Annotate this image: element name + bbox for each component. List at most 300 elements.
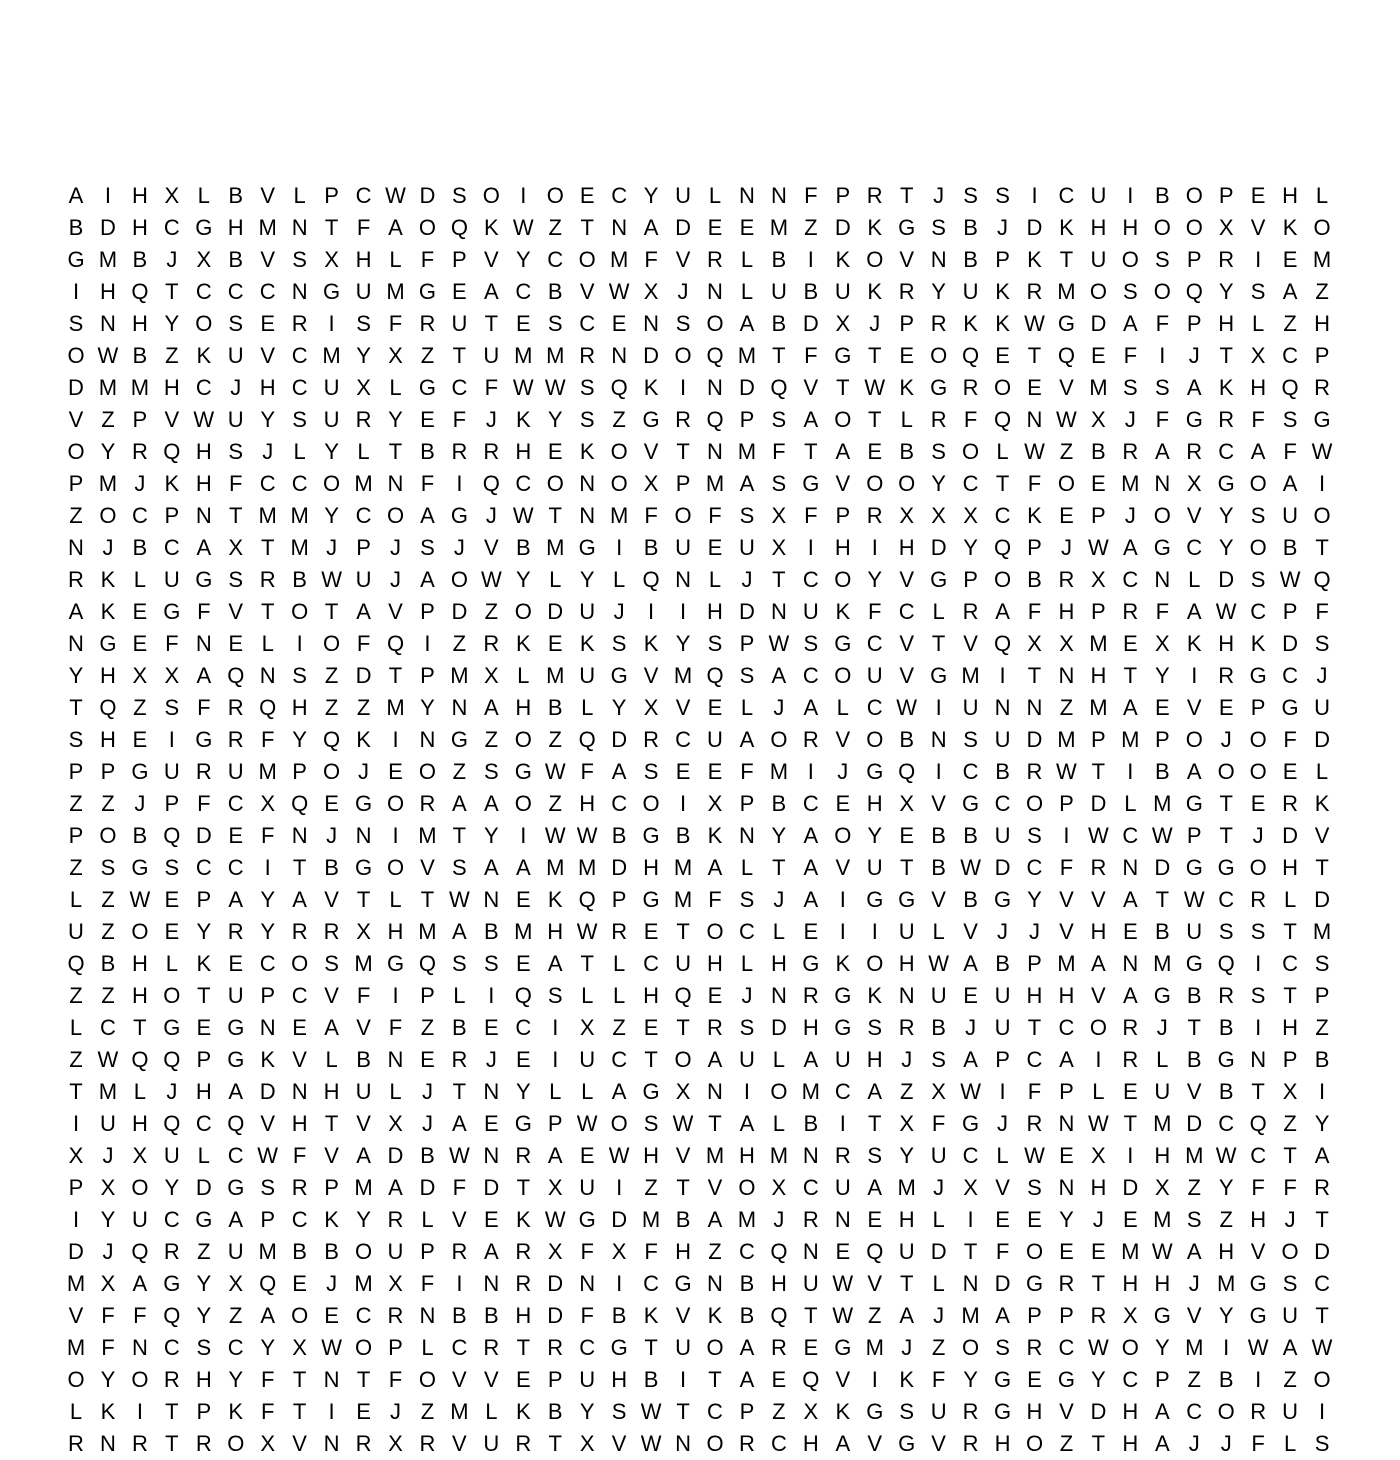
letter-cell[interactable]: L bbox=[549, 567, 562, 592]
letter-cell[interactable]: V bbox=[1186, 503, 1202, 528]
letter-cell[interactable]: J bbox=[485, 1047, 497, 1072]
letter-cell[interactable]: P bbox=[1059, 1079, 1074, 1104]
letter-cell[interactable]: B bbox=[675, 823, 691, 848]
letter-cell[interactable]: B bbox=[228, 183, 244, 208]
letter-cell[interactable]: G bbox=[514, 759, 532, 784]
letter-cell[interactable]: L bbox=[1188, 567, 1201, 592]
letter-cell[interactable]: W bbox=[1247, 1335, 1269, 1360]
letter-cell[interactable]: O bbox=[354, 1335, 373, 1360]
letter-cell[interactable]: Z bbox=[484, 727, 499, 752]
letter-cell[interactable]: B bbox=[931, 1015, 946, 1040]
letter-cell[interactable]: I bbox=[168, 727, 175, 752]
letter-cell[interactable]: R bbox=[1250, 1399, 1267, 1424]
letter-cell[interactable]: X bbox=[1091, 567, 1106, 592]
letter-cell[interactable]: U bbox=[1090, 247, 1107, 272]
letter-cell[interactable]: G bbox=[67, 247, 85, 272]
letter-cell[interactable]: H bbox=[1058, 599, 1075, 624]
letter-cell[interactable]: P bbox=[835, 183, 851, 208]
letter-cell[interactable]: Q bbox=[131, 279, 149, 304]
letter-cell[interactable]: G bbox=[642, 823, 660, 848]
letter-cell[interactable]: F bbox=[356, 215, 371, 240]
letter-cell[interactable]: L bbox=[389, 1079, 402, 1104]
letter-cell[interactable]: O bbox=[323, 471, 341, 496]
letter-cell[interactable]: D bbox=[1282, 823, 1299, 848]
letter-cell[interactable]: F bbox=[484, 375, 499, 400]
letter-cell[interactable]: L bbox=[581, 1079, 594, 1104]
letter-cell[interactable]: J bbox=[102, 535, 114, 560]
letter-cell[interactable]: I bbox=[679, 1367, 687, 1392]
letter-cell[interactable]: P bbox=[1282, 599, 1298, 624]
letter-cell[interactable]: Z bbox=[708, 1239, 722, 1264]
letter-cell[interactable]: F bbox=[1027, 1079, 1042, 1104]
letter-cell[interactable]: K bbox=[484, 215, 499, 240]
letter-cell[interactable]: R bbox=[451, 439, 468, 464]
letter-cell[interactable]: O bbox=[674, 343, 692, 368]
letter-cell[interactable]: O bbox=[386, 791, 405, 816]
letter-cell[interactable]: U bbox=[994, 727, 1011, 752]
letter-cell[interactable]: H bbox=[1218, 631, 1235, 656]
letter-cell[interactable]: G bbox=[930, 567, 948, 592]
letter-cell[interactable]: E bbox=[1123, 631, 1138, 656]
letter-cell[interactable]: H bbox=[1250, 375, 1267, 400]
letter-cell[interactable]: R bbox=[483, 1335, 500, 1360]
letter-cell[interactable]: Z bbox=[772, 1399, 786, 1424]
letter-cell[interactable]: T bbox=[484, 311, 499, 336]
letter-cell[interactable]: V bbox=[835, 727, 851, 752]
letter-cell[interactable]: X bbox=[100, 1175, 116, 1200]
letter-cell[interactable]: F bbox=[708, 503, 722, 528]
letter-cell[interactable]: V bbox=[835, 1367, 851, 1392]
letter-cell[interactable]: C bbox=[227, 855, 244, 880]
letter-cell[interactable]: C bbox=[834, 1079, 851, 1104]
letter-cell[interactable]: R bbox=[1250, 887, 1267, 912]
letter-cell[interactable]: O bbox=[962, 1335, 980, 1360]
letter-cell[interactable]: L bbox=[517, 663, 530, 688]
letter-cell[interactable]: U bbox=[227, 759, 244, 784]
letter-cell[interactable]: A bbox=[1123, 695, 1138, 720]
letter-cell[interactable]: C bbox=[1186, 1399, 1203, 1424]
letter-cell[interactable]: J bbox=[965, 1015, 977, 1040]
letter-cell[interactable]: D bbox=[419, 1175, 436, 1200]
letter-cell[interactable]: O bbox=[962, 439, 980, 464]
letter-cell[interactable]: B bbox=[739, 1303, 755, 1328]
letter-cell[interactable]: F bbox=[931, 1367, 946, 1392]
letter-cell[interactable]: D bbox=[451, 599, 468, 624]
letter-cell[interactable]: G bbox=[962, 1111, 980, 1136]
letter-cell[interactable]: R bbox=[515, 1271, 532, 1296]
letter-cell[interactable]: S bbox=[899, 1399, 915, 1424]
letter-cell[interactable]: V bbox=[899, 567, 915, 592]
letter-cell[interactable]: I bbox=[935, 695, 942, 720]
letter-cell[interactable]: U bbox=[355, 567, 372, 592]
letter-cell[interactable]: F bbox=[260, 1399, 275, 1424]
letter-cell[interactable]: N bbox=[483, 887, 500, 912]
letter-cell[interactable]: P bbox=[835, 503, 851, 528]
letter-cell[interactable]: Q bbox=[610, 375, 628, 400]
letter-cell[interactable]: U bbox=[866, 663, 883, 688]
letter-cell[interactable]: S bbox=[611, 631, 627, 656]
letter-cell[interactable]: J bbox=[613, 599, 625, 624]
letter-cell[interactable]: R bbox=[227, 727, 244, 752]
letter-cell[interactable]: G bbox=[642, 887, 660, 912]
letter-cell[interactable]: Y bbox=[579, 1399, 595, 1424]
letter-cell[interactable]: S bbox=[68, 311, 84, 336]
letter-cell[interactable]: W bbox=[97, 343, 119, 368]
letter-cell[interactable]: U bbox=[323, 407, 340, 432]
letter-cell[interactable]: N bbox=[770, 183, 787, 208]
letter-cell[interactable]: P bbox=[1059, 791, 1074, 816]
letter-cell[interactable]: P bbox=[452, 247, 467, 272]
letter-cell[interactable]: H bbox=[738, 1143, 755, 1168]
letter-cell[interactable]: W bbox=[1279, 567, 1301, 592]
letter-cell[interactable]: I bbox=[1159, 343, 1166, 368]
letter-cell[interactable]: I bbox=[1127, 183, 1134, 208]
letter-cell[interactable]: T bbox=[420, 887, 435, 912]
letter-cell[interactable]: T bbox=[324, 599, 339, 624]
letter-cell[interactable]: T bbox=[197, 983, 211, 1008]
letter-cell[interactable]: J bbox=[773, 1207, 785, 1232]
letter-cell[interactable]: K bbox=[835, 247, 851, 272]
letter-cell[interactable]: C bbox=[738, 1239, 755, 1264]
letter-cell[interactable]: W bbox=[1088, 1111, 1109, 1136]
letter-cell[interactable]: D bbox=[738, 375, 755, 400]
letter-cell[interactable]: D bbox=[419, 183, 436, 208]
letter-cell[interactable]: Z bbox=[1283, 311, 1297, 336]
letter-cell[interactable]: J bbox=[741, 567, 753, 592]
letter-cell[interactable]: X bbox=[707, 791, 723, 816]
letter-cell[interactable]: Z bbox=[484, 599, 499, 624]
letter-cell[interactable]: X bbox=[388, 1111, 403, 1136]
letter-cell[interactable]: V bbox=[675, 247, 691, 272]
letter-cell[interactable]: A bbox=[68, 183, 84, 208]
letter-cell[interactable]: Q bbox=[770, 1303, 788, 1328]
letter-cell[interactable]: I bbox=[1127, 1143, 1134, 1168]
letter-cell[interactable]: Y bbox=[100, 1367, 116, 1392]
letter-cell[interactable]: A bbox=[1123, 311, 1138, 336]
letter-cell[interactable]: K bbox=[515, 631, 531, 656]
letter-cell[interactable]: R bbox=[707, 247, 723, 272]
letter-cell[interactable]: V bbox=[484, 247, 499, 272]
letter-cell[interactable]: T bbox=[1059, 247, 1074, 272]
letter-cell[interactable]: A bbox=[228, 887, 244, 912]
letter-cell[interactable]: Q bbox=[706, 343, 724, 368]
letter-cell[interactable]: T bbox=[1155, 887, 1170, 912]
letter-cell[interactable]: Y bbox=[356, 1207, 371, 1232]
letter-cell[interactable]: U bbox=[387, 1239, 404, 1264]
letter-cell[interactable]: L bbox=[932, 599, 945, 624]
letter-cell[interactable]: W bbox=[480, 567, 502, 592]
letter-cell[interactable]: E bbox=[835, 1239, 851, 1264]
letter-cell[interactable]: K bbox=[1314, 791, 1330, 816]
letter-cell[interactable]: F bbox=[644, 247, 658, 272]
letter-cell[interactable]: H bbox=[387, 919, 404, 944]
letter-cell[interactable]: I bbox=[935, 759, 942, 784]
letter-cell[interactable]: D bbox=[770, 1015, 787, 1040]
letter-cell[interactable]: F bbox=[452, 407, 467, 432]
letter-cell[interactable]: F bbox=[1251, 1175, 1265, 1200]
letter-cell[interactable]: T bbox=[1123, 1111, 1138, 1136]
letter-cell[interactable]: H bbox=[131, 311, 148, 336]
letter-cell[interactable]: L bbox=[932, 919, 945, 944]
letter-cell[interactable]: K bbox=[835, 599, 851, 624]
letter-cell[interactable]: K bbox=[643, 1303, 659, 1328]
letter-cell[interactable]: H bbox=[866, 791, 883, 816]
letter-cell[interactable]: T bbox=[868, 343, 882, 368]
letter-cell[interactable]: G bbox=[99, 631, 117, 656]
letter-cell[interactable]: U bbox=[930, 983, 947, 1008]
letter-cell[interactable]: S bbox=[1250, 503, 1266, 528]
letter-cell[interactable]: X bbox=[1250, 343, 1266, 368]
letter-cell[interactable]: T bbox=[292, 1367, 307, 1392]
letter-cell[interactable]: M bbox=[1121, 471, 1140, 496]
letter-cell[interactable]: G bbox=[1185, 791, 1203, 816]
letter-cell[interactable]: B bbox=[1218, 1079, 1234, 1104]
letter-cell[interactable]: L bbox=[69, 1015, 83, 1040]
letter-cell[interactable]: U bbox=[675, 1335, 691, 1360]
letter-cell[interactable]: N bbox=[898, 983, 915, 1008]
letter-cell[interactable]: A bbox=[707, 855, 723, 880]
letter-cell[interactable]: B bbox=[1282, 535, 1298, 560]
letter-cell[interactable]: J bbox=[933, 183, 945, 208]
letter-cell[interactable]: P bbox=[388, 1335, 403, 1360]
letter-cell[interactable]: Q bbox=[227, 663, 245, 688]
letter-cell[interactable]: T bbox=[516, 1335, 531, 1360]
letter-cell[interactable]: C bbox=[994, 791, 1011, 816]
letter-cell[interactable]: O bbox=[738, 1175, 756, 1200]
letter-cell[interactable]: K bbox=[196, 951, 212, 976]
letter-cell[interactable]: V bbox=[260, 183, 276, 208]
letter-cell[interactable]: F bbox=[804, 183, 818, 208]
letter-cell[interactable]: T bbox=[804, 1303, 818, 1328]
letter-cell[interactable]: H bbox=[259, 375, 276, 400]
letter-cell[interactable]: M bbox=[546, 535, 565, 560]
letter-cell[interactable]: H bbox=[131, 1111, 148, 1136]
letter-cell[interactable]: I bbox=[807, 759, 814, 784]
letter-cell[interactable]: I bbox=[136, 1399, 143, 1424]
letter-cell[interactable]: O bbox=[131, 1367, 149, 1392]
letter-cell[interactable]: N bbox=[99, 1431, 116, 1456]
letter-cell[interactable]: K bbox=[995, 311, 1010, 336]
letter-cell[interactable]: A bbox=[1250, 439, 1266, 464]
letter-cell[interactable]: U bbox=[131, 1207, 148, 1232]
letter-cell[interactable]: W bbox=[385, 183, 406, 208]
letter-cell[interactable]: C bbox=[195, 375, 212, 400]
letter-cell[interactable]: O bbox=[323, 759, 341, 784]
letter-cell[interactable]: U bbox=[227, 407, 244, 432]
letter-cell[interactable]: N bbox=[802, 1143, 819, 1168]
letter-cell[interactable]: R bbox=[802, 1207, 819, 1232]
letter-cell[interactable]: E bbox=[1123, 1207, 1138, 1232]
letter-cell[interactable]: Z bbox=[868, 1303, 882, 1328]
letter-cell[interactable]: E bbox=[707, 759, 723, 784]
letter-cell[interactable]: U bbox=[1090, 183, 1107, 208]
letter-cell[interactable]: D bbox=[1186, 1111, 1203, 1136]
letter-cell[interactable]: B bbox=[803, 279, 819, 304]
letter-cell[interactable]: F bbox=[1251, 407, 1265, 432]
letter-cell[interactable]: Q bbox=[802, 1367, 820, 1392]
letter-cell[interactable]: A bbox=[515, 855, 531, 880]
letter-cell[interactable]: J bbox=[773, 695, 785, 720]
letter-cell[interactable]: K bbox=[899, 375, 915, 400]
letter-cell[interactable]: L bbox=[1156, 1047, 1169, 1072]
letter-cell[interactable]: E bbox=[579, 183, 595, 208]
letter-cell[interactable]: O bbox=[1217, 759, 1235, 784]
letter-cell[interactable]: S bbox=[452, 855, 467, 880]
letter-cell[interactable]: O bbox=[706, 1335, 724, 1360]
letter-cell[interactable]: B bbox=[484, 1303, 499, 1328]
letter-cell[interactable]: F bbox=[708, 887, 722, 912]
letter-cell[interactable]: V bbox=[963, 631, 978, 656]
letter-cell[interactable]: T bbox=[1251, 1079, 1265, 1104]
letter-cell[interactable]: X bbox=[643, 471, 659, 496]
letter-cell[interactable]: D bbox=[68, 375, 84, 400]
letter-cell[interactable]: Y bbox=[1218, 503, 1234, 528]
letter-cell[interactable]: R bbox=[227, 919, 244, 944]
letter-cell[interactable]: Q bbox=[962, 343, 980, 368]
letter-cell[interactable]: V bbox=[931, 791, 946, 816]
letter-cell[interactable]: G bbox=[866, 887, 884, 912]
letter-cell[interactable]: H bbox=[675, 1239, 691, 1264]
letter-cell[interactable]: J bbox=[773, 887, 785, 912]
letter-cell[interactable]: U bbox=[675, 535, 691, 560]
letter-cell[interactable]: G bbox=[642, 1079, 660, 1104]
letter-cell[interactable]: A bbox=[420, 503, 435, 528]
letter-cell[interactable]: H bbox=[1090, 919, 1107, 944]
letter-cell[interactable]: O bbox=[323, 631, 341, 656]
letter-cell[interactable]: X bbox=[771, 503, 787, 528]
letter-cell[interactable]: D bbox=[195, 1175, 212, 1200]
letter-cell[interactable]: N bbox=[291, 1079, 308, 1104]
letter-cell[interactable]: N bbox=[994, 695, 1011, 720]
letter-cell[interactable]: R bbox=[355, 407, 372, 432]
letter-cell[interactable]: J bbox=[1284, 1207, 1296, 1232]
letter-cell[interactable]: A bbox=[707, 1207, 723, 1232]
letter-cell[interactable]: K bbox=[995, 279, 1010, 304]
letter-cell[interactable]: C bbox=[1122, 567, 1139, 592]
letter-cell[interactable]: Y bbox=[100, 439, 116, 464]
letter-cell[interactable]: U bbox=[962, 695, 979, 720]
letter-cell[interactable]: J bbox=[262, 439, 274, 464]
letter-cell[interactable]: B bbox=[963, 887, 978, 912]
letter-cell[interactable]: X bbox=[1186, 471, 1202, 496]
letter-cell[interactable]: R bbox=[451, 1239, 468, 1264]
letter-cell[interactable]: A bbox=[1282, 1335, 1298, 1360]
letter-cell[interactable]: J bbox=[134, 791, 146, 816]
letter-cell[interactable]: T bbox=[165, 279, 179, 304]
letter-cell[interactable]: D bbox=[1218, 567, 1235, 592]
letter-cell[interactable]: I bbox=[392, 823, 399, 848]
letter-cell[interactable]: I bbox=[839, 887, 846, 912]
letter-cell[interactable]: C bbox=[291, 1207, 308, 1232]
letter-cell[interactable]: E bbox=[260, 311, 276, 336]
letter-cell[interactable]: I bbox=[871, 535, 878, 560]
letter-cell[interactable]: H bbox=[195, 471, 212, 496]
letter-cell[interactable]: B bbox=[452, 1015, 467, 1040]
letter-cell[interactable]: A bbox=[388, 215, 403, 240]
letter-cell[interactable]: R bbox=[962, 1431, 979, 1456]
letter-cell[interactable]: D bbox=[611, 727, 628, 752]
letter-cell[interactable]: I bbox=[999, 1079, 1006, 1104]
letter-cell[interactable]: R bbox=[1314, 375, 1330, 400]
letter-cell[interactable]: K bbox=[100, 599, 116, 624]
letter-cell[interactable]: L bbox=[197, 1143, 210, 1168]
letter-cell[interactable]: L bbox=[613, 951, 626, 976]
letter-cell[interactable]: R bbox=[579, 343, 596, 368]
letter-cell[interactable]: S bbox=[228, 311, 244, 336]
letter-cell[interactable]: N bbox=[419, 1303, 436, 1328]
letter-cell[interactable]: G bbox=[195, 727, 213, 752]
letter-cell[interactable]: R bbox=[962, 375, 979, 400]
letter-cell[interactable]: U bbox=[99, 1111, 116, 1136]
letter-cell[interactable]: X bbox=[68, 1143, 84, 1168]
letter-cell[interactable]: F bbox=[388, 311, 403, 336]
letter-cell[interactable]: A bbox=[739, 311, 755, 336]
letter-cell[interactable]: E bbox=[1091, 343, 1106, 368]
letter-cell[interactable]: T bbox=[1219, 343, 1233, 368]
letter-cell[interactable]: T bbox=[580, 215, 594, 240]
letter-cell[interactable]: M bbox=[258, 1239, 277, 1264]
letter-cell[interactable]: D bbox=[994, 855, 1011, 880]
letter-cell[interactable]: E bbox=[739, 215, 755, 240]
letter-cell[interactable]: V bbox=[1186, 1079, 1202, 1104]
letter-cell[interactable]: H bbox=[1058, 983, 1075, 1008]
letter-cell[interactable]: T bbox=[899, 1271, 914, 1296]
letter-cell[interactable]: H bbox=[1090, 1175, 1107, 1200]
letter-cell[interactable]: O bbox=[1249, 535, 1267, 560]
letter-cell[interactable]: S bbox=[484, 951, 499, 976]
letter-cell[interactable]: R bbox=[195, 759, 212, 784]
letter-cell[interactable]: A bbox=[611, 759, 627, 784]
letter-cell[interactable]: E bbox=[420, 1047, 435, 1072]
letter-cell[interactable]: T bbox=[516, 1175, 531, 1200]
letter-cell[interactable]: E bbox=[1091, 1239, 1106, 1264]
letter-cell[interactable]: V bbox=[324, 887, 339, 912]
letter-cell[interactable]: H bbox=[515, 695, 532, 720]
letter-cell[interactable]: K bbox=[835, 951, 851, 976]
letter-cell[interactable]: J bbox=[1124, 407, 1136, 432]
letter-cell[interactable]: C bbox=[227, 279, 244, 304]
letter-cell[interactable]: N bbox=[930, 727, 947, 752]
letter-cell[interactable]: W bbox=[896, 695, 918, 720]
letter-cell[interactable]: H bbox=[1122, 1431, 1139, 1456]
letter-cell[interactable]: H bbox=[898, 951, 915, 976]
letter-cell[interactable]: K bbox=[835, 1399, 851, 1424]
letter-cell[interactable]: E bbox=[1282, 247, 1298, 272]
letter-cell[interactable]: C bbox=[802, 1175, 819, 1200]
letter-cell[interactable]: K bbox=[1059, 215, 1074, 240]
letter-cell[interactable]: G bbox=[354, 791, 373, 816]
letter-cell[interactable]: C bbox=[643, 951, 660, 976]
letter-cell[interactable]: S bbox=[228, 567, 244, 592]
letter-cell[interactable]: R bbox=[770, 1335, 787, 1360]
letter-cell[interactable]: G bbox=[610, 1335, 628, 1360]
letter-cell[interactable]: A bbox=[1123, 887, 1138, 912]
letter-cell[interactable]: W bbox=[576, 919, 598, 944]
letter-cell[interactable]: P bbox=[324, 1175, 339, 1200]
letter-cell[interactable]: N bbox=[1154, 567, 1171, 592]
letter-cell[interactable]: L bbox=[485, 1399, 498, 1424]
letter-cell[interactable]: V bbox=[707, 1175, 723, 1200]
letter-cell[interactable]: X bbox=[1154, 1175, 1170, 1200]
letter-cell[interactable]: A bbox=[68, 599, 84, 624]
letter-cell[interactable]: Q bbox=[1313, 567, 1331, 592]
letter-cell[interactable]: R bbox=[802, 727, 819, 752]
letter-cell[interactable]: P bbox=[611, 887, 627, 912]
letter-cell[interactable]: C bbox=[1058, 183, 1075, 208]
letter-cell[interactable]: A bbox=[228, 1079, 244, 1104]
letter-cell[interactable]: R bbox=[1026, 759, 1043, 784]
letter-cell[interactable]: I bbox=[1223, 1335, 1230, 1360]
